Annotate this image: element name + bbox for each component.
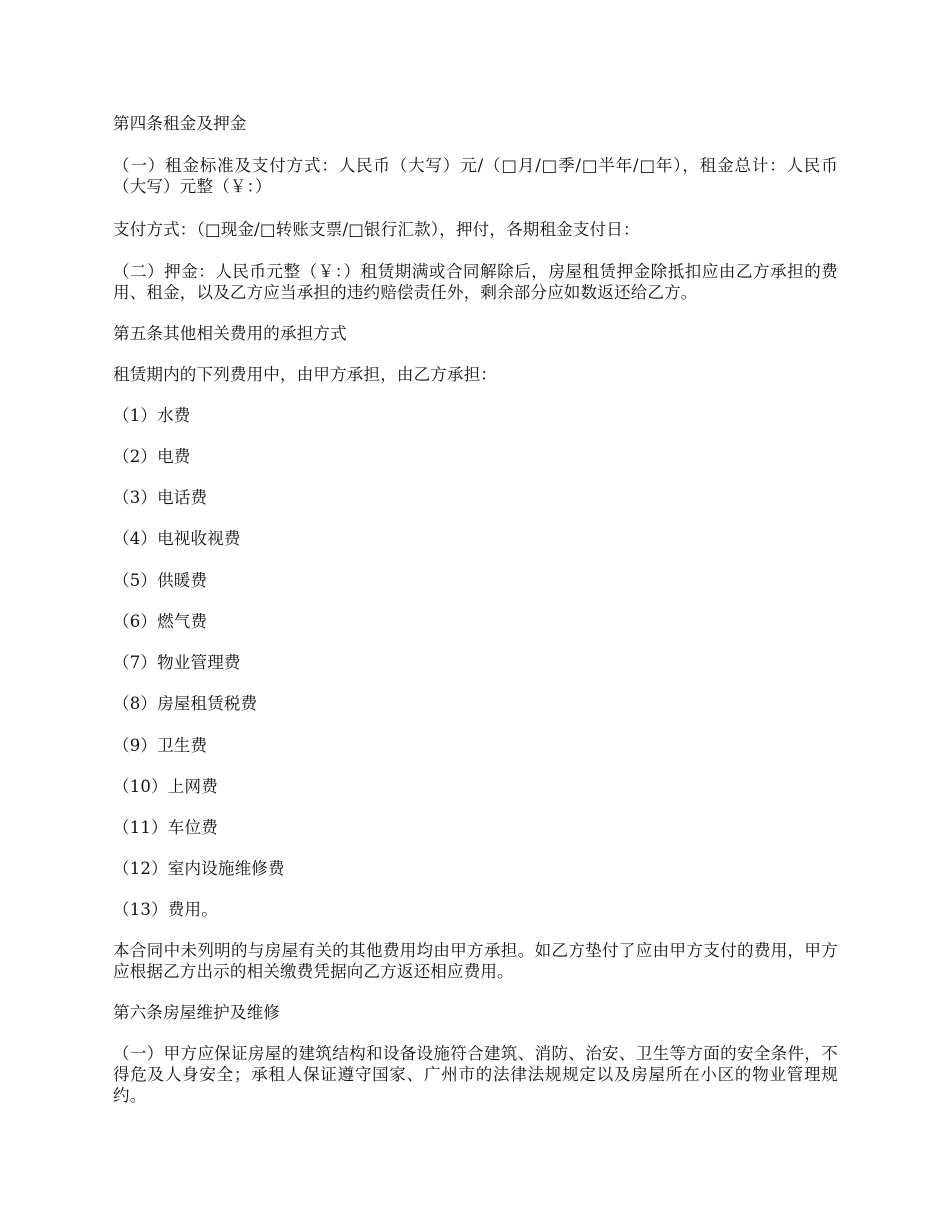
fee-item: （11）车位费 bbox=[113, 818, 218, 837]
fee-item: （13）费用。 bbox=[113, 900, 218, 919]
payment-method-paragraph: 支付方式：（□现金/□转账支票/□银行汇款），押付，各期租金支付日： bbox=[113, 220, 640, 239]
fee-item: （5）供暖费 bbox=[113, 571, 208, 590]
safety-paragraph: （一）甲方应保证房屋的建筑结构和设备设施符合建筑、消防、治安、卫生等方面的安全条件，不得危及人身安全；承租人保证遵守国家、广州市的法律法规规定以及房屋所在小区的物业管理规约。 bbox=[113, 1044, 838, 1105]
rent-standard-paragraph: （一）租金标准及支付方式：人民币（大写）元/（□月/□季/□半年/□年），租金总计：人民币（大写）元整（￥：） bbox=[113, 156, 838, 196]
article-5-heading: 第五条其他相关费用的承担方式 bbox=[113, 324, 347, 343]
article-6-heading: 第六条房屋维护及维修 bbox=[113, 1003, 280, 1022]
fee-item: （2）电费 bbox=[113, 447, 191, 466]
fee-item: （6）燃气费 bbox=[113, 612, 208, 631]
fee-item: （7）物业管理费 bbox=[113, 653, 241, 672]
fee-item: （3）电话费 bbox=[113, 488, 208, 507]
article-4-heading: 第四条租金及押金 bbox=[113, 114, 247, 133]
deposit-paragraph: （二）押金：人民币元整（￥：）租赁期满或合同解除后，房屋租赁押金除抵扣应由乙方承担的费用、租金，以及乙方应当承担的违约赔偿责任外，剩余部分应如数返还给乙方。 bbox=[113, 262, 838, 302]
fee-item: （4）电视收视费 bbox=[113, 529, 241, 548]
fee-item: （12）室内设施维修费 bbox=[113, 859, 285, 878]
other-fees-paragraph: 本合同中未列明的与房屋有关的其他费用均由甲方承担。如乙方垫付了应由甲方支付的费用，甲方应根据乙方出示的相关缴费凭据向乙方返还相应费用。 bbox=[113, 941, 838, 981]
fee-intro-paragraph: 租赁期内的下列费用中，由甲方承担，由乙方承担： bbox=[113, 365, 498, 384]
fee-item: （10）上网费 bbox=[113, 777, 218, 796]
fee-item: （8）房屋租赁税费 bbox=[113, 694, 258, 713]
fee-item: （9）卫生费 bbox=[113, 736, 208, 755]
fee-item: （1）水费 bbox=[113, 406, 191, 425]
